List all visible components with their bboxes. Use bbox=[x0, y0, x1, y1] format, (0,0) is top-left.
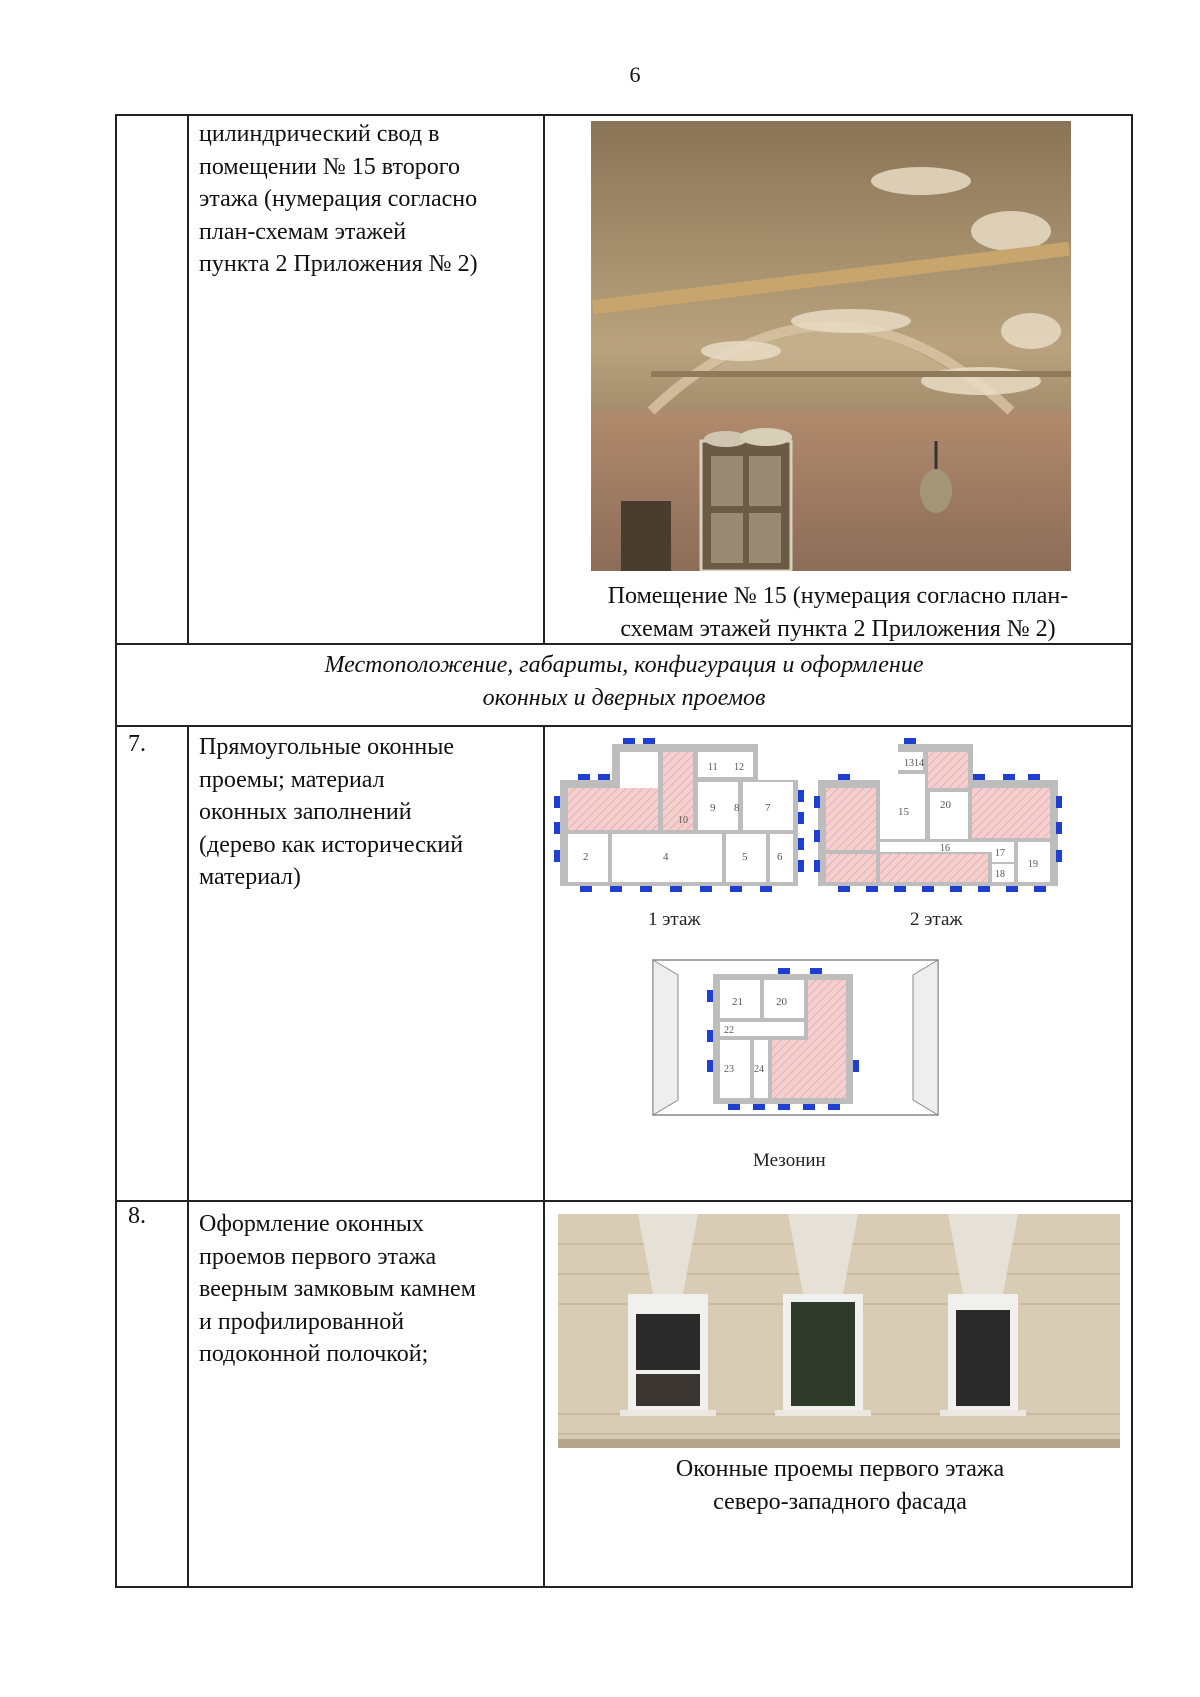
table-bottom-border bbox=[115, 1586, 1133, 1588]
row-8-number: 8. bbox=[128, 1203, 146, 1229]
column-separator bbox=[187, 725, 189, 1587]
floor1-plan bbox=[554, 738, 804, 930]
floor-plans-graphic bbox=[548, 730, 1128, 1198]
svg-text:5: 5 bbox=[742, 851, 748, 863]
facade-windows-photo-graphic bbox=[558, 1214, 1120, 1448]
mezzanine-label: Мезонин bbox=[753, 1150, 826, 1171]
svg-text:10: 10 bbox=[678, 815, 688, 826]
table-right-border bbox=[1131, 114, 1133, 1588]
floor1-label: 1 этаж bbox=[648, 909, 701, 930]
vault-room-photo bbox=[591, 121, 1071, 571]
svg-text:17: 17 bbox=[995, 848, 1005, 859]
table-left-border bbox=[115, 114, 117, 1588]
svg-text:11: 11 bbox=[708, 762, 718, 773]
mezzanine-plan bbox=[653, 960, 938, 1171]
svg-text:22: 22 bbox=[724, 1025, 734, 1036]
column-separator bbox=[543, 114, 545, 644]
svg-text:24: 24 bbox=[754, 1064, 764, 1075]
section-header: Местоположение, габариты, конфигурация и оформление оконных и дверных проемов bbox=[324, 652, 924, 711]
svg-text:2: 2 bbox=[583, 851, 589, 863]
svg-text:14: 14 bbox=[914, 758, 924, 769]
row-continued-description: цилиндрический свод в помещении № 15 второго этажа (нумерация согласно план-схемам этажей пункта 2 Приложения № 2) bbox=[199, 121, 478, 277]
svg-text:21: 21 bbox=[732, 996, 743, 1008]
vault-room-photo-caption: Помещение № 15 (нумерация согласно план- схемам этажей пункта 2 Приложения № 2) bbox=[607, 583, 1069, 642]
page-number: 6 bbox=[629, 62, 641, 87]
svg-text:19: 19 bbox=[1028, 859, 1038, 870]
svg-text:6: 6 bbox=[777, 851, 783, 863]
vault-room-photo-graphic bbox=[591, 121, 1071, 571]
row-separator bbox=[115, 1200, 1133, 1202]
row-separator bbox=[115, 725, 1133, 727]
floor2-label: 2 этаж bbox=[910, 909, 963, 930]
column-separator bbox=[543, 725, 545, 1587]
svg-text:15: 15 bbox=[898, 806, 909, 818]
row-7-description: Прямоугольные оконные проемы; материал оконных заполнений (дерево как исторический материал) bbox=[199, 734, 464, 890]
svg-text:18: 18 bbox=[995, 869, 1005, 880]
floor-plans bbox=[548, 730, 1128, 1198]
column-separator bbox=[187, 114, 189, 644]
svg-text:20: 20 bbox=[940, 799, 951, 811]
svg-text:20: 20 bbox=[776, 996, 787, 1008]
svg-text:12: 12 bbox=[734, 762, 744, 773]
svg-text:4: 4 bbox=[663, 851, 669, 863]
row-8-description: Оформление оконных проемов первого этажа веерным замковым камнем и профилированной подоконной полочкой; bbox=[199, 1211, 476, 1367]
floor2-plan bbox=[814, 738, 1062, 930]
facade-windows-photo bbox=[558, 1214, 1120, 1448]
svg-text:9: 9 bbox=[710, 802, 716, 814]
svg-text:8: 8 bbox=[734, 802, 740, 814]
table-top-border bbox=[115, 114, 1133, 116]
facade-windows-photo-caption: Оконные проемы первого этажа северо-западного фасада bbox=[675, 1456, 1005, 1515]
svg-text:16: 16 bbox=[940, 843, 950, 854]
svg-text:23: 23 bbox=[724, 1064, 734, 1075]
row-7-number: 7. bbox=[128, 731, 146, 757]
svg-text:13: 13 bbox=[904, 758, 914, 769]
svg-text:7: 7 bbox=[765, 802, 771, 814]
